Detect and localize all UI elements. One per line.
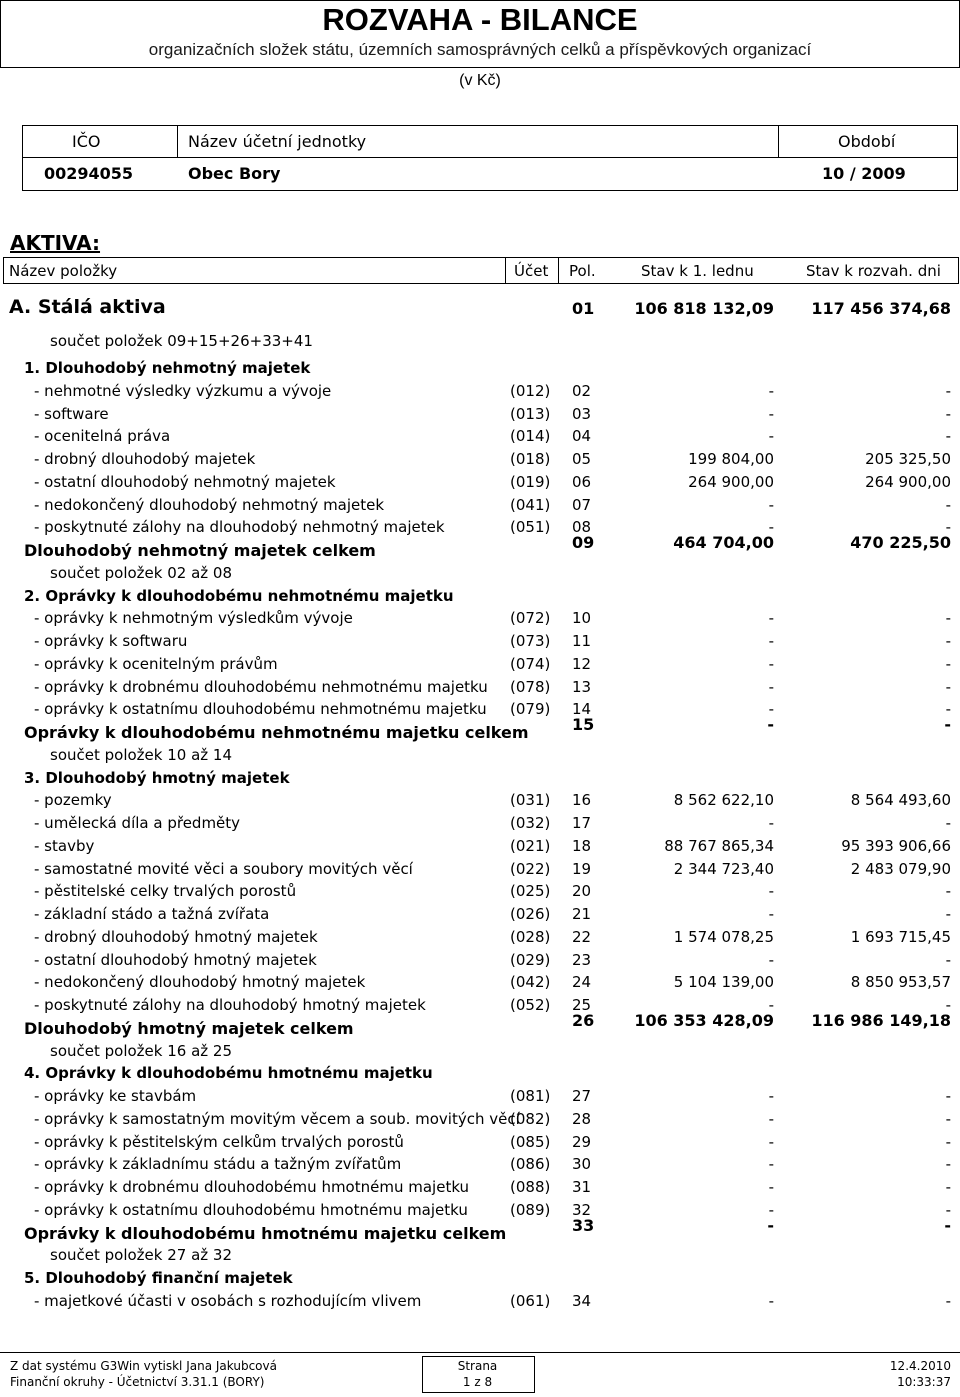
row-label: - nedokončený dlouhodobý nehmotný majetek <box>34 495 385 514</box>
sum-note-row <box>0 744 960 766</box>
main-section-row <box>0 296 960 318</box>
row-start-value: - <box>768 1200 774 1219</box>
row-start-value: - <box>768 1291 774 1310</box>
row-start-value: - <box>768 950 774 969</box>
row-account: (025) <box>510 882 551 901</box>
section-heading-row <box>0 1267 960 1289</box>
table-row <box>0 698 960 720</box>
row-label: Dlouhodobý hmotný majetek celkem <box>24 1018 354 1038</box>
table-row <box>0 812 960 834</box>
entity-box <box>22 125 958 191</box>
table-row <box>0 516 960 538</box>
section-heading-row <box>0 767 960 789</box>
ico-value: 00294055 <box>44 164 134 183</box>
total-row <box>0 533 960 561</box>
row-label: součet položek 27 až 32 <box>50 1246 232 1265</box>
row-start-value: - <box>768 609 774 628</box>
row-account: (019) <box>510 472 551 491</box>
row-end-value: - <box>945 1178 951 1196</box>
row-account: (031) <box>510 791 551 810</box>
row-label: - oprávky k ostatnímu dlouhodobému nehmotnému majetku <box>34 700 487 719</box>
col-divider-1 <box>505 257 506 284</box>
main-section-label: A. Stálá aktiva <box>9 296 166 318</box>
row-label: - oprávky k nehmotným výsledkům vývoje <box>34 609 353 628</box>
main-section-pol: 01 <box>572 299 595 318</box>
footer-divider <box>0 1352 960 1353</box>
row-end-value: 116 986 149,18 <box>811 1010 951 1030</box>
row-label: - oprávky k pěstitelským celkům trvalých porostů <box>34 1132 404 1151</box>
table-row <box>0 448 960 470</box>
row-label: - nehmotné výsledky výzkumu a vývoje <box>34 381 332 400</box>
row-account: (089) <box>510 1200 551 1219</box>
row-label: 1. Dlouhodobý nehmotný majetek <box>24 359 311 377</box>
row-start-value: 464 704,00 <box>673 533 774 552</box>
row-start-value: 264 900,00 <box>688 472 774 491</box>
row-label: - drobný dlouhodobý majetek <box>34 450 256 468</box>
row-item-number: 04 <box>572 427 592 446</box>
table-row <box>0 903 960 925</box>
entity-name-label: Název účetní jednotky <box>188 132 367 151</box>
sum-note-row <box>0 562 960 584</box>
row-account: (082) <box>510 1109 551 1128</box>
row-start-value: 5 104 139,00 <box>673 973 774 992</box>
table-row <box>0 1085 960 1107</box>
row-item-number: 14 <box>572 700 592 719</box>
row-start-value: - <box>768 518 774 537</box>
row-start-value: 106 353 428,09 <box>634 1010 774 1030</box>
section-heading-row <box>0 585 960 607</box>
row-account: (073) <box>510 632 551 650</box>
row-account: (026) <box>510 905 551 923</box>
entity-divider <box>22 157 958 158</box>
row-account: (022) <box>510 859 551 878</box>
table-row <box>0 1290 960 1312</box>
row-label: - poskytnuté zálohy na dlouhodobý nehmotný majetek <box>34 518 445 537</box>
row-item-number: 25 <box>572 996 592 1014</box>
row-account: (061) <box>510 1291 551 1310</box>
row-label: - drobný dlouhodobý hmotný majetek <box>34 927 318 946</box>
aktiva-heading: AKTIVA: <box>10 231 101 255</box>
row-label: - oprávky ke stavbám <box>34 1087 197 1105</box>
table-row <box>0 630 960 652</box>
row-item-number: 18 <box>572 836 592 855</box>
entity-name-value: Obec Bory <box>188 164 281 183</box>
row-label: Oprávky k dlouhodobému nehmotnému majetku celkem <box>24 723 529 742</box>
print-time: 10:33:37 <box>897 1375 951 1389</box>
row-end-value: - <box>945 677 951 696</box>
row-label: - oprávky k základnímu stádu a tažným zvířatům <box>34 1155 402 1174</box>
total-row <box>0 715 960 743</box>
row-start-value: 1 574 078,25 <box>673 927 774 946</box>
row-end-value: - <box>945 1155 951 1174</box>
sum-note-row <box>0 1040 960 1062</box>
row-item-number: 08 <box>572 518 592 537</box>
row-label: - ostatní dlouhodobý hmotný majetek <box>34 950 317 969</box>
col-header-ucet: Účet <box>514 262 549 280</box>
table-row <box>0 653 960 675</box>
table-row <box>0 494 960 516</box>
row-account: (012) <box>510 381 551 400</box>
row-end-value: 95 393 906,66 <box>841 836 951 855</box>
row-label: - oprávky k samostatným movitým věcem a soub. movitých věcí <box>34 1109 520 1128</box>
row-start-value: - <box>767 715 774 734</box>
row-end-value: - <box>945 1087 951 1105</box>
table-row <box>0 1131 960 1153</box>
row-label: - oprávky k ostatnímu dlouhodobému hmotnému majetku <box>34 1200 468 1219</box>
period-label: Období <box>838 132 896 151</box>
row-item-number: 29 <box>572 1132 592 1151</box>
row-item-number: 31 <box>572 1178 592 1196</box>
main-section-sum: součet položek 09+15+26+33+41 <box>50 332 313 350</box>
row-account: (021) <box>510 836 551 855</box>
row-item-number: 30 <box>572 1155 592 1174</box>
row-item-number: 03 <box>572 404 592 423</box>
row-label: - ostatní dlouhodobý nehmotný majetek <box>34 472 336 491</box>
row-start-value: 88 767 865,34 <box>664 836 774 855</box>
table-row <box>0 676 960 698</box>
row-item-number: 13 <box>572 677 592 696</box>
table-row <box>0 380 960 402</box>
page-number: 1 z 8 <box>462 1375 493 1389</box>
row-end-value: 205 325,50 <box>865 450 951 468</box>
row-end-value: 8 850 953,57 <box>850 973 951 992</box>
row-start-value: - <box>768 677 774 696</box>
row-item-number: 24 <box>572 973 592 992</box>
section-heading-row <box>0 1062 960 1084</box>
col-divider-2 <box>558 257 559 284</box>
row-start-value: 199 804,00 <box>688 450 774 468</box>
row-item-number: 10 <box>572 609 592 628</box>
row-end-value: - <box>945 495 951 514</box>
row-end-value: - <box>945 905 951 923</box>
row-end-value: - <box>945 404 951 423</box>
row-item-number: 28 <box>572 1109 592 1128</box>
currency-unit: (v Kč) <box>459 72 501 89</box>
row-item-number: 09 <box>572 533 595 552</box>
row-label: - samostatné movité věci a soubory movitých věcí <box>34 859 413 878</box>
row-account: (081) <box>510 1087 551 1105</box>
row-start-value: - <box>768 1087 774 1105</box>
row-start-value: - <box>767 1215 774 1235</box>
col-header-pol: Pol. <box>569 262 596 280</box>
period-value: 10 / 2009 <box>822 164 906 183</box>
row-start-value: - <box>768 1109 774 1128</box>
row-label: 4. Oprávky k dlouhodobému hmotnému majetku <box>24 1064 433 1083</box>
page-subtitle: organizačních složek státu, územních samosprávných celků a příspěvkových organizací <box>148 40 812 59</box>
table-row <box>0 1199 960 1221</box>
row-label: - umělecká díla a předměty <box>34 814 241 832</box>
row-account: (032) <box>510 814 551 832</box>
row-end-value: - <box>945 518 951 537</box>
row-end-value: - <box>945 427 951 446</box>
row-label: - pozemky <box>34 791 112 810</box>
row-label: - základní stádo a tažná zvířata <box>34 905 270 923</box>
col-header-name: Název položky <box>9 262 118 280</box>
row-end-value: - <box>945 1109 951 1128</box>
table-row <box>0 403 960 425</box>
row-end-value: - <box>945 996 951 1014</box>
main-section-start: 106 818 132,09 <box>634 299 774 318</box>
footer-printed-by: Z dat systému G3Win vytiskl Jana Jakubcová <box>10 1359 277 1373</box>
row-item-number: 20 <box>572 882 592 901</box>
table-row <box>0 1108 960 1130</box>
ico-label: IČO <box>72 132 101 151</box>
row-label: - software <box>34 404 109 423</box>
row-end-value: 2 483 079,90 <box>850 859 951 878</box>
row-end-value: - <box>945 1200 951 1219</box>
total-row <box>0 1010 960 1039</box>
col-header-start: Stav k 1. lednu <box>641 262 754 280</box>
table-row <box>0 1176 960 1198</box>
row-end-value: - <box>944 715 951 734</box>
print-date: 12.4.2010 <box>889 1359 951 1373</box>
total-row <box>0 1215 960 1244</box>
row-label: - stavby <box>34 836 95 855</box>
row-label: - oprávky k drobnému dlouhodobému hmotnému majetku <box>34 1178 470 1196</box>
row-start-value: - <box>768 1155 774 1174</box>
row-start-value: 2 344 723,40 <box>673 859 774 878</box>
row-account: (078) <box>510 677 551 696</box>
row-end-value: - <box>945 654 951 673</box>
row-item-number: 27 <box>572 1087 592 1105</box>
row-label: - majetkové účasti v osobách s rozhodujícím vlivem <box>34 1291 422 1310</box>
page-label: Strana <box>457 1359 498 1373</box>
table-row <box>0 1153 960 1175</box>
row-item-number: 33 <box>572 1215 595 1235</box>
table-row <box>0 471 960 493</box>
table-row <box>0 949 960 971</box>
table-row <box>0 880 960 902</box>
row-account: (014) <box>510 427 551 446</box>
row-end-value: - <box>945 609 951 628</box>
row-end-value: - <box>945 700 951 719</box>
entity-divider-v2 <box>778 125 779 158</box>
row-label: - poskytnuté zálohy na dlouhodobý hmotný majetek <box>34 996 426 1014</box>
row-end-value: - <box>945 632 951 650</box>
row-label: - nedokončený dlouhodobý hmotný majetek <box>34 973 366 992</box>
row-item-number: 06 <box>572 472 592 491</box>
row-start-value: - <box>768 996 774 1014</box>
row-start-value: - <box>768 495 774 514</box>
footer-system: Finanční okruhy - Účetnictví 3.31.1 (BORY) <box>10 1375 265 1389</box>
row-label: Dlouhodobý nehmotný majetek celkem <box>24 541 376 560</box>
row-account: (052) <box>510 996 551 1014</box>
table-row <box>0 858 960 880</box>
row-label: - oprávky k softwaru <box>34 632 188 650</box>
sum-note-row <box>0 1244 960 1266</box>
row-label: - ocenitelná práva <box>34 427 171 446</box>
page-title: ROZVAHA - BILANCE <box>322 2 638 37</box>
row-account: (018) <box>510 450 551 468</box>
row-account: (042) <box>510 973 551 992</box>
table-row <box>0 789 960 811</box>
row-item-number: 05 <box>572 450 592 468</box>
row-label: 3. Dlouhodobý hmotný majetek <box>24 768 290 787</box>
row-start-value: 8 562 622,10 <box>673 791 774 810</box>
row-start-value: - <box>768 1178 774 1196</box>
row-start-value: - <box>768 654 774 673</box>
table-row <box>0 971 960 993</box>
row-item-number: 21 <box>572 905 592 923</box>
row-item-number: 23 <box>572 950 592 969</box>
table-row <box>0 835 960 857</box>
col-header-end: Stav k rozvah. dni <box>806 262 941 280</box>
row-account: (013) <box>510 404 551 423</box>
row-end-value: - <box>945 950 951 969</box>
row-item-number: 11 <box>572 632 592 650</box>
row-end-value: - <box>945 882 951 901</box>
entity-divider-v1 <box>177 125 178 158</box>
row-start-value: - <box>768 1132 774 1151</box>
row-item-number: 19 <box>572 859 592 878</box>
row-start-value: - <box>768 404 774 423</box>
section-heading-row <box>0 357 960 379</box>
row-item-number: 02 <box>572 381 592 400</box>
row-end-value: 470 225,50 <box>850 533 951 552</box>
row-end-value: 8 564 493,60 <box>850 791 951 810</box>
row-account: (029) <box>510 950 551 969</box>
row-start-value: - <box>768 632 774 650</box>
row-account: (074) <box>510 654 551 673</box>
row-start-value: - <box>768 381 774 400</box>
row-end-value: - <box>944 1215 951 1235</box>
table-row <box>0 425 960 447</box>
row-item-number: 07 <box>572 495 592 514</box>
row-item-number: 22 <box>572 927 592 946</box>
row-item-number: 32 <box>572 1200 592 1219</box>
main-section-end: 117 456 374,68 <box>811 299 951 318</box>
row-start-value: - <box>768 905 774 923</box>
row-end-value: - <box>945 1132 951 1151</box>
row-label: - oprávky k ocenitelným právům <box>34 654 278 673</box>
row-label: 5. Dlouhodobý finanční majetek <box>24 1269 293 1287</box>
row-label: 2. Oprávky k dlouhodobému nehmotnému majetku <box>24 586 454 605</box>
row-item-number: 16 <box>572 791 592 810</box>
row-account: (085) <box>510 1132 551 1151</box>
row-item-number: 17 <box>572 814 592 832</box>
row-end-value: - <box>945 381 951 400</box>
row-account: (041) <box>510 495 551 514</box>
row-label: součet položek 10 až 14 <box>50 745 232 764</box>
row-label: - pěstitelské celky trvalých porostů <box>34 882 297 901</box>
row-label: - oprávky k drobnému dlouhodobému nehmotnému majetku <box>34 677 488 696</box>
row-account: (028) <box>510 927 551 946</box>
row-item-number: 15 <box>572 715 595 734</box>
row-account: (088) <box>510 1178 551 1196</box>
table-row <box>0 607 960 629</box>
row-label: Oprávky k dlouhodobému hmotnému majetku celkem <box>24 1223 507 1243</box>
row-item-number: 26 <box>572 1010 595 1030</box>
row-item-number: 12 <box>572 654 592 673</box>
row-account: (051) <box>510 518 551 537</box>
row-start-value: - <box>768 814 774 832</box>
row-end-value: 1 693 715,45 <box>850 927 951 946</box>
row-end-value: - <box>945 1291 951 1310</box>
row-item-number: 34 <box>572 1291 592 1310</box>
row-start-value: - <box>768 700 774 719</box>
row-start-value: - <box>768 427 774 446</box>
row-account: (086) <box>510 1155 551 1174</box>
row-start-value: - <box>768 882 774 901</box>
table-row <box>0 926 960 948</box>
row-account: (072) <box>510 609 551 628</box>
row-end-value: - <box>945 814 951 832</box>
row-end-value: 264 900,00 <box>865 472 951 491</box>
row-label: součet položek 16 až 25 <box>50 1041 232 1060</box>
row-account: (079) <box>510 700 551 719</box>
row-label: součet položek 02 až 08 <box>50 563 232 582</box>
